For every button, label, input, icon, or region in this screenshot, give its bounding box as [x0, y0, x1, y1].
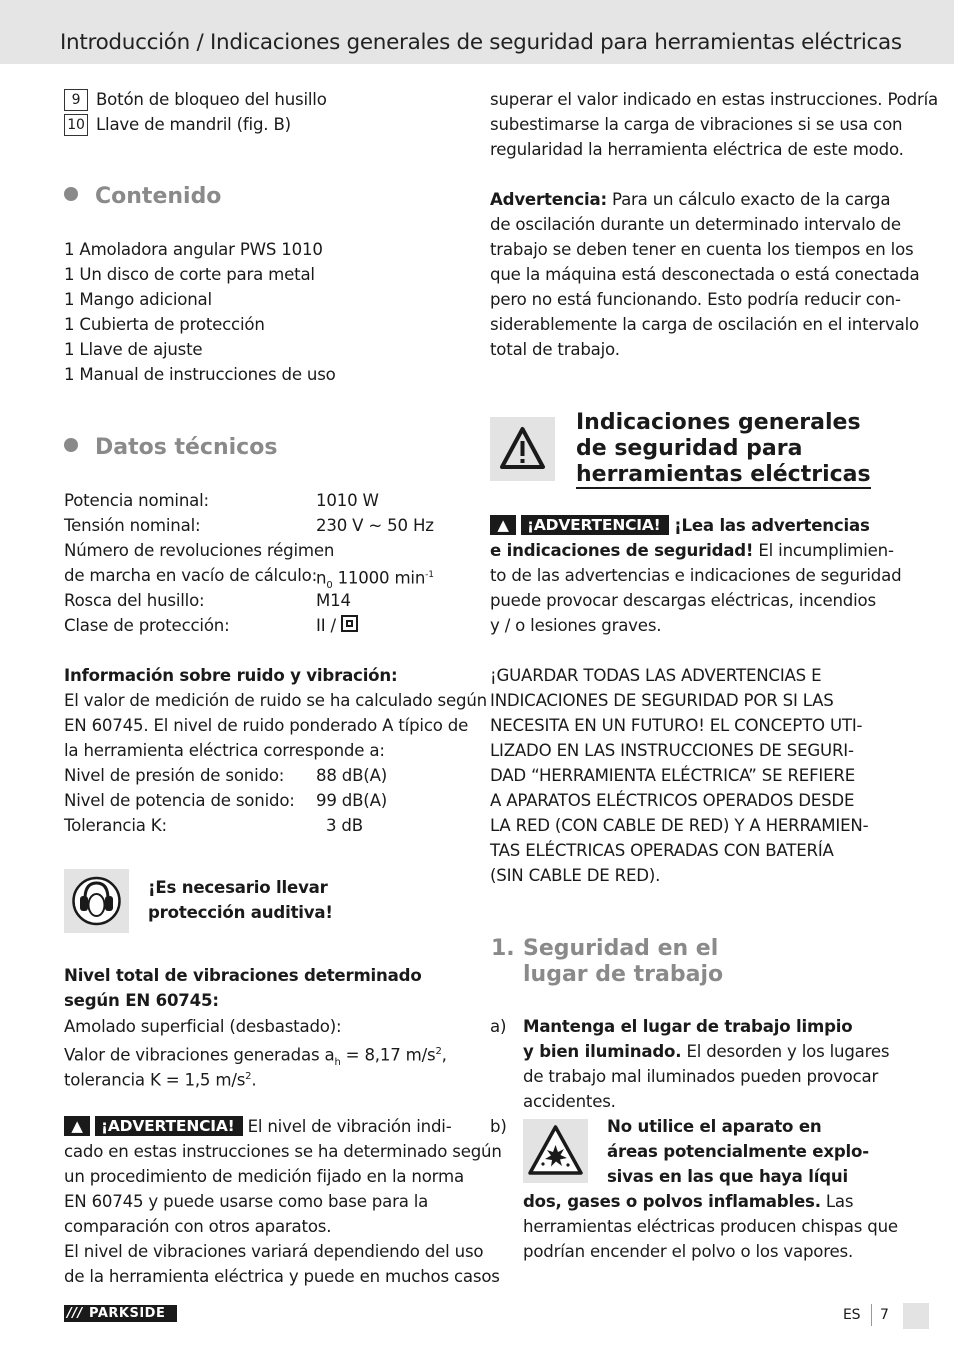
safety-warning-text: y / o lesiones graves.: [490, 616, 662, 635]
noise-text: EN 60745. El nivel de ruido ponderado A típico de: [64, 716, 469, 735]
parkside-logo: /// PARKSIDE: [64, 1305, 177, 1322]
rule-b-text: sivas en las que haya líqui: [607, 1167, 848, 1186]
rule-b-text: dos, gases o polvos inflamables. Las: [523, 1192, 854, 1211]
part-number: 9: [64, 89, 88, 111]
warning-text: un procedimiento de medición fijado en la norma: [64, 1167, 464, 1186]
section-title: Seguridad en el: [523, 936, 719, 961]
rule-a-text: accidentes.: [523, 1092, 616, 1111]
spec-label: Clase de protección:: [64, 616, 230, 635]
bullet-dot: [64, 187, 78, 201]
caps-text: ¡GUARDAR TODAS LAS ADVERTENCIAS E: [490, 666, 822, 685]
safety-heading-line: herramientas eléctricas: [576, 462, 871, 487]
rule-b-text: áreas potencialmente explo-: [607, 1142, 869, 1161]
advice-text: total de trabajo.: [490, 340, 620, 359]
rule-b-text: herramientas eléctricas producen chispas que: [523, 1217, 898, 1236]
contenido-heading: [64, 184, 221, 209]
spec-value-clase: II /: [316, 613, 358, 638]
caps-text: (SIN CABLE DE RED).: [490, 866, 661, 885]
page-number: 7: [880, 1307, 889, 1323]
part-label: Llave de mandril (fig. B): [96, 115, 291, 134]
part-label: Botón de bloqueo del husillo: [96, 90, 327, 109]
datos-heading: [64, 435, 277, 460]
vibration-text: Amolado superficial (desbastado):: [64, 1017, 342, 1036]
language-code: ES: [843, 1307, 861, 1323]
warning-badge: ¡ADVERTENCIA!: [95, 1116, 243, 1136]
spec-label: de marcha en vacío de cálculo:: [64, 566, 317, 585]
advice-text: pero no está funcionando. Esto podría reducir con-: [490, 290, 901, 309]
contenido-title: Contenido: [95, 184, 222, 209]
caps-text: LIZADO EN LAS INSTRUCCIONES DE SEGURI-: [490, 741, 854, 760]
spec-value: 230 V ~ 50 Hz: [316, 516, 434, 535]
rule-b-text: podrían encender el polvo o los vapores.: [523, 1242, 854, 1261]
spec-value-rev: $n_0$ 11000 $\min^{-1}$: [316, 568, 434, 591]
warning-text: EN 60745 y puede usarse como base para la: [64, 1192, 429, 1211]
safety-warning-text: puede provocar descargas eléctricas, incendios: [490, 591, 876, 610]
noise-value: 99 dB(A): [316, 791, 388, 810]
spec-label: Tensión nominal:: [64, 516, 201, 535]
warning-badge: ¡ADVERTENCIA!: [521, 515, 669, 535]
advice-text: trabajo se deben tener en cuenta los tiempos en los: [490, 240, 914, 259]
caps-text: TAS ELÉCTRICAS OPERADAS CON BATERÍA: [490, 841, 834, 860]
safety-heading-line: Indicaciones generales: [576, 410, 861, 435]
warning-triangle-icon: ▲: [490, 515, 516, 535]
vibration-text-cont: regularidad la herramienta eléctrica de este modo.: [490, 140, 904, 159]
footer-divider: [871, 1304, 872, 1326]
warning-text: comparación con otros aparatos.: [64, 1217, 332, 1236]
spec-label: Potencia nominal:: [64, 491, 209, 510]
section-number: 1.: [491, 936, 515, 961]
page-title: Introducción / Indicaciones generales de seguridad para herramientas eléctricas: [60, 30, 902, 55]
safety-warning: ▲ ¡ADVERTENCIA! ¡Lea las advertencias: [490, 513, 870, 538]
advice-text: Advertencia: Para un cálculo exacto de la carga: [490, 190, 891, 209]
hearing-protection-icon: [64, 869, 129, 933]
explosion-hazard-icon: [523, 1119, 588, 1183]
caps-text: LA RED (CON CABLE DE RED) Y A HERRAMIEN-: [490, 816, 869, 835]
vibration-warning: ▲ ¡ADVERTENCIA! El nivel de vibración indi-: [64, 1114, 452, 1139]
rule-a-text: de trabajo mal iluminados pueden provocar: [523, 1067, 879, 1086]
noise-label: Tolerancia K:: [64, 816, 167, 835]
caps-text: NECESITA EN UN FUTURO! EL CONCEPTO UTI-: [490, 716, 863, 735]
advice-text: que la máquina está desconectada o está conectada: [490, 265, 920, 284]
contenido-item: 1 Cubierta de protección: [64, 315, 265, 334]
advice-text: siderablemente la carga de oscilación en el intervalo: [490, 315, 919, 334]
spec-value: 1010 W: [316, 491, 379, 510]
bullet-dot: [64, 438, 78, 452]
page-header: [0, 0, 954, 64]
warning-text: de la herramienta eléctrica y puede en muchos casos: [64, 1267, 500, 1286]
noise-label: Nivel de presión de sonido:: [64, 766, 285, 785]
contenido-item: 1 Llave de ajuste: [64, 340, 203, 359]
safety-warning-text: to de las advertencias e indicaciones de seguridad: [490, 566, 902, 585]
part-number: 10: [64, 114, 88, 136]
warning-text: El nivel de vibraciones variará dependiendo del uso: [64, 1242, 484, 1261]
advice-text: de oscilación durante un determinado intervalo de: [490, 215, 901, 234]
vibration-title: según EN 60745:: [64, 991, 219, 1010]
rule-b-text: No utilice el aparato en: [607, 1117, 822, 1136]
contenido-item: 1 Un disco de corte para metal: [64, 265, 315, 284]
noise-text: El valor de medición de ruido se ha calculado según: [64, 691, 487, 710]
safety-heading-line: de seguridad para: [576, 436, 803, 461]
hearing-text: ¡Es necesario llevar: [148, 878, 328, 897]
warning-text: cado en estas instrucciones se ha determinado según: [64, 1142, 502, 1161]
datos-title: Datos técnicos: [95, 435, 278, 460]
caps-text: INDICACIONES DE SEGURIDAD POR SI LAS: [490, 691, 834, 710]
noise-value: 88 dB(A): [316, 766, 388, 785]
vibration-text-cont: superar el valor indicado en estas instrucciones. Podría: [490, 90, 938, 109]
vibration-text-cont: subestimarse la carga de vibraciones si se usa con: [490, 115, 903, 134]
warning-triangle-icon: ▲: [64, 1116, 90, 1136]
hearing-text: protección auditiva!: [148, 903, 333, 922]
safety-warning-text: e indicaciones de seguridad! El incumplimien-: [490, 541, 894, 560]
page-marker: [903, 1303, 929, 1329]
vibration-value: Valor de vibraciones generadas $a_h = 8,17$ $m/s^2$,: [64, 1045, 447, 1068]
vibration-title: Nivel total de vibraciones determinado: [64, 966, 422, 985]
spec-label: Rosca del husillo:: [64, 591, 205, 610]
noise-value: 3 dB: [326, 816, 363, 835]
contenido-item: 1 Mango adicional: [64, 290, 212, 309]
part-item-9: [64, 87, 327, 112]
caps-text: A APARATOS ELÉCTRICOS OPERADOS DESDE: [490, 791, 855, 810]
spec-label: Número de revoluciones régimen: [64, 541, 335, 560]
rule-a-text: Mantenga el lugar de trabajo limpio: [523, 1017, 853, 1036]
vibration-tolerance: tolerancia K = 1,5 $m/s^2$.: [64, 1070, 257, 1090]
list-label: b): [490, 1117, 507, 1136]
warning-triangle-icon: [490, 417, 555, 481]
noise-text: la herramienta eléctrica corresponde a:: [64, 741, 385, 760]
contenido-item: 1 Manual de instrucciones de uso: [64, 365, 336, 384]
spec-value: M14: [316, 591, 351, 610]
list-label: a): [490, 1017, 507, 1036]
noise-title: Información sobre ruido y vibración:: [64, 666, 398, 685]
noise-label: Nivel de potencia de sonido:: [64, 791, 295, 810]
rule-a-text: y bien iluminado. El desorden y los lugares: [523, 1042, 890, 1061]
part-item-10: [64, 112, 291, 137]
section-title: lugar de trabajo: [523, 962, 724, 987]
contenido-item: 1 Amoladora angular PWS 1010: [64, 240, 323, 259]
caps-text: DAD “HERRAMIENTA ELÉCTRICA” SE REFIERE: [490, 766, 856, 785]
class-ii-icon: [341, 615, 358, 632]
